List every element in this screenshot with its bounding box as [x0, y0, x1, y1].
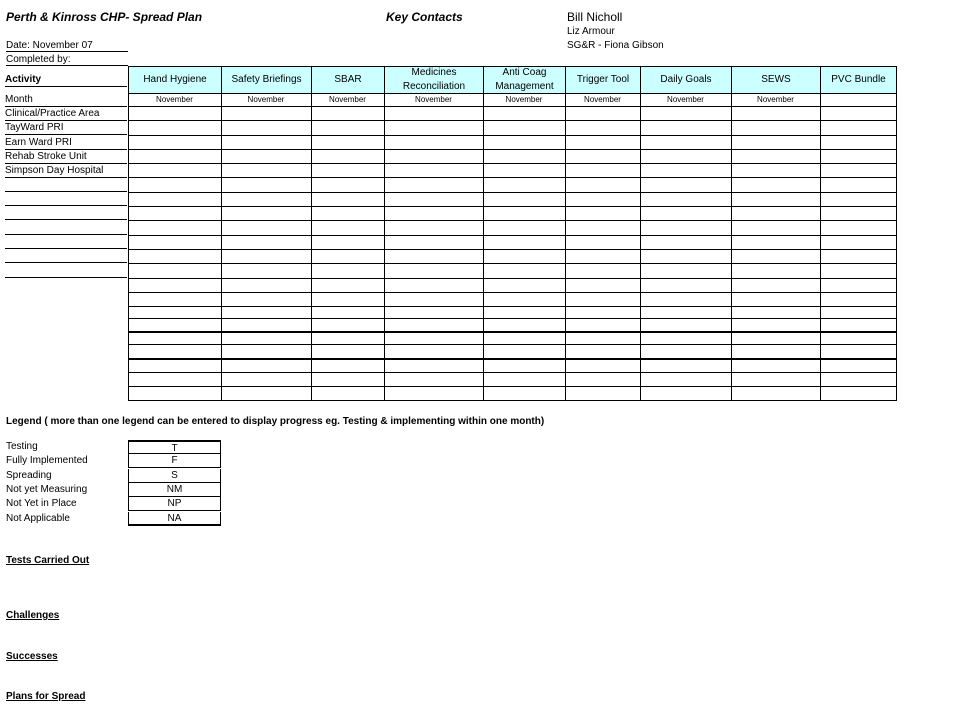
grid-column-line: [731, 93, 732, 401]
grid-column-line: [640, 93, 641, 401]
key-contacts-label: Key Contacts: [386, 10, 463, 24]
completed-by-field[interactable]: Completed by:: [6, 54, 128, 66]
section-plans-for-spread: Plans for Spread: [6, 691, 86, 702]
grid-row-line: [128, 135, 897, 136]
section-tests-carried-out: Tests Carried Out: [6, 555, 90, 566]
grid-row-line: [128, 177, 897, 178]
grid-row-line: [128, 220, 897, 221]
legend-label: Not yet Measuring: [6, 484, 88, 495]
grid-row-line: [128, 249, 897, 250]
date-field[interactable]: Date: November 07: [6, 40, 128, 52]
grid-row-line: [128, 120, 897, 121]
grid-row-line: [128, 318, 897, 319]
month-cell[interactable]: November: [247, 95, 285, 104]
column-header: Hand Hygiene: [128, 66, 222, 94]
row-label-simpson: Simpson Day Hospital: [5, 164, 127, 178]
row-label-empty: [5, 235, 127, 249]
legend-label: Testing: [6, 441, 38, 452]
grid-row-line: [128, 206, 897, 207]
grid-row-line: [128, 278, 897, 279]
row-label-empty: [5, 264, 127, 278]
legend-label: Not Applicable: [6, 513, 70, 524]
row-label-activity: Activity: [5, 73, 127, 87]
legend-code: T: [128, 440, 221, 454]
row-label-empty: [5, 249, 127, 263]
legend-title: Legend ( more than one legend can be entered to display progress eg. Testing & implementing within one month): [6, 416, 545, 427]
legend-label: Spreading: [6, 470, 52, 481]
legend-label: Not Yet in Place: [6, 498, 77, 509]
row-label-earnward: Earn Ward PRI: [5, 136, 127, 150]
row-label-empty: [5, 221, 127, 235]
column-header: Medicines Reconciliation: [384, 66, 484, 94]
row-label-clinical-area: Clinical/Practice Area: [5, 107, 127, 121]
legend-code: NA: [128, 512, 221, 526]
row-label-empty: [5, 192, 127, 206]
column-header: Safety Briefings: [221, 66, 312, 94]
legend-code: S: [128, 469, 221, 483]
grid-row-line: [128, 386, 897, 387]
row-label-empty: [5, 206, 127, 220]
grid-row-line: [128, 292, 897, 293]
month-cell[interactable]: November: [584, 95, 621, 104]
grid-column-line: [311, 93, 312, 401]
month-cell[interactable]: November: [505, 95, 543, 104]
grid-row-line: [128, 400, 897, 401]
grid-column-line: [221, 93, 222, 401]
grid-column-line: [384, 93, 385, 401]
grid-row-line: [128, 192, 897, 193]
row-label-tayward: TayWard PRI: [5, 121, 127, 135]
grid-column-line: [820, 93, 821, 401]
contact-sgr: SG&R - Fiona Gibson: [567, 40, 664, 51]
grid-row-line: [128, 149, 897, 150]
grid-column-line: [896, 93, 897, 401]
grid-column-line: [128, 93, 129, 401]
month-cell[interactable]: November: [329, 95, 366, 104]
page-title: Perth & Kinross CHP- Spread Plan: [6, 10, 203, 24]
grid-row-line: [128, 358, 897, 360]
column-header: Daily Goals: [640, 66, 732, 94]
grid-column-line: [483, 93, 484, 401]
contact-secondary: Liz Armour: [567, 26, 615, 37]
grid-column-line: [565, 93, 566, 401]
grid-row-line: [128, 163, 897, 164]
grid-row-line: [128, 372, 897, 373]
grid-row-line: [128, 106, 897, 107]
section-successes: Successes: [6, 651, 58, 662]
grid-row-line: [128, 306, 897, 307]
legend-code: NM: [128, 483, 221, 497]
month-cell[interactable]: November: [757, 95, 794, 104]
row-label-rehab-stroke: Rehab Stroke Unit: [5, 150, 127, 164]
column-header: Anti Coag Management: [483, 66, 566, 94]
contact-primary: Bill Nicholl: [567, 10, 623, 24]
row-label-month: Month: [5, 93, 127, 107]
column-header: SEWS: [731, 66, 821, 94]
month-cell[interactable]: November: [667, 95, 704, 104]
legend-code: NP: [128, 497, 221, 511]
grid-row-line: [128, 331, 897, 333]
column-header: Trigger Tool: [565, 66, 641, 94]
column-header: PVC Bundle: [820, 66, 897, 94]
column-header: SBAR: [311, 66, 385, 94]
grid-row-line: [128, 235, 897, 236]
legend-label: Fully Implemented: [6, 455, 88, 466]
grid-row-line: [128, 344, 897, 345]
legend-code: F: [128, 454, 221, 468]
month-cell[interactable]: November: [156, 95, 193, 104]
month-cell[interactable]: November: [415, 95, 452, 104]
section-challenges: Challenges: [6, 610, 60, 621]
grid-row-line: [128, 263, 897, 264]
row-label-empty: [5, 178, 127, 192]
